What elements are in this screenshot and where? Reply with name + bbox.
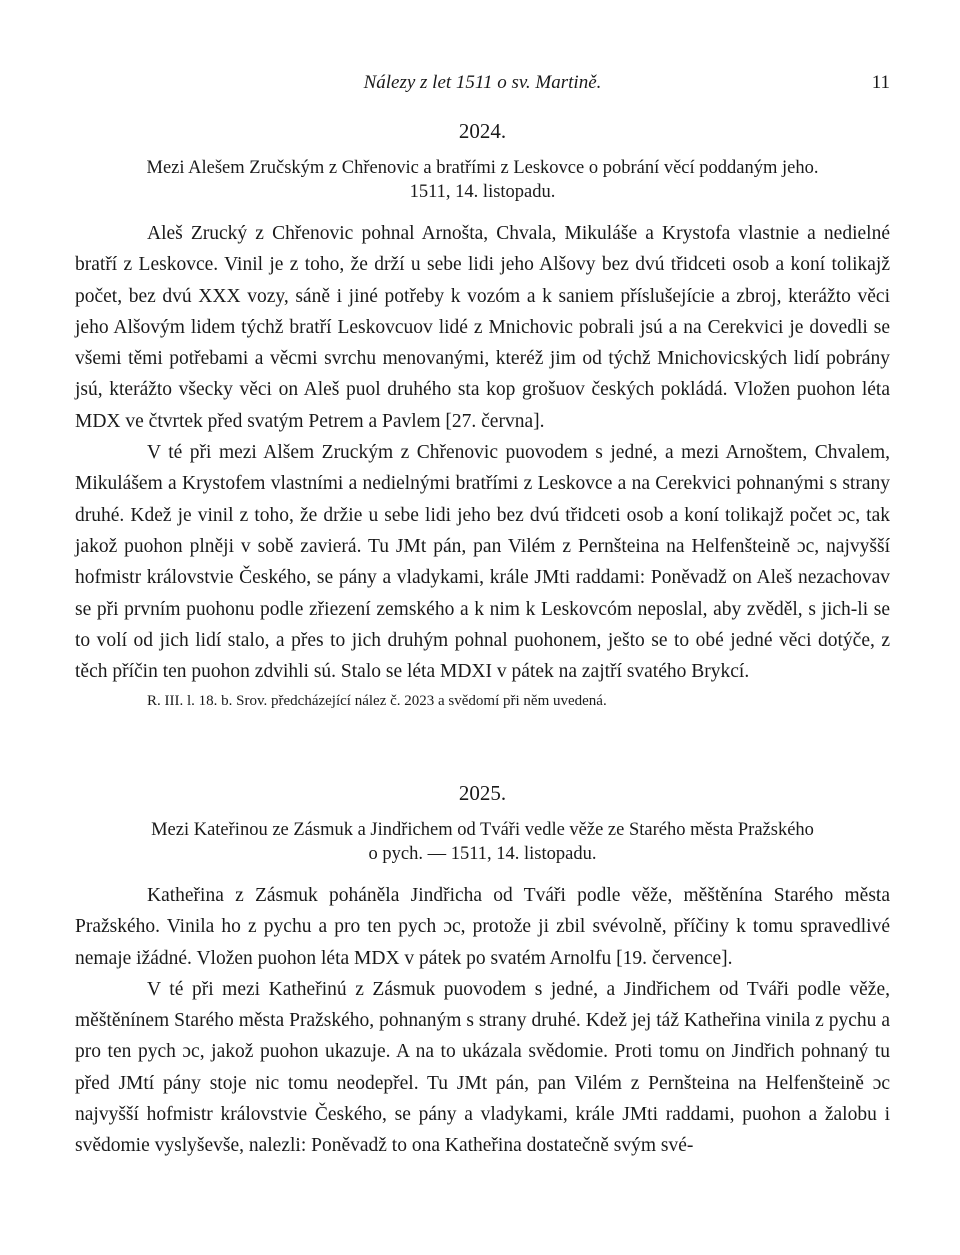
entry-heading	[75, 156, 890, 204]
entry-heading	[75, 818, 890, 866]
entry-body	[75, 880, 890, 1162]
entry-heading-date: o pych. — 1511, 14. listopadu.	[368, 844, 597, 864]
paragraph: Aleš Zrucký z Chřenovic pohnal Arnošta, Chvala, Mikuláše a Krystofa vlastnie a nedielné bratří z Leskovce. Vinil je z toho, že drží u sebe lidi jeho Alšovy bez dvú třidceti osob a koní tolikajž počet, bez dvú XXX vozy, sáně i jiné potřeby k vozóm a k saniem příslušejície a zbroj, kterážto věci jeho Alšovým lidem týchž bratří Leskovcuov lidé z Mnichovic pobrali jsú a na Cerekvici je dovedli se všemi těmi potřebami a věcmi svrchu menovanými, kteréž jim od týchž Mnichovicských lidí pobrány jsú, kterážto všecky věci on Aleš puol druhého sta kop grošuov českých pokládá. Vložen puohon léta MDX ve čtvrtek před svatým Petrem a Pavlem [27. června].	[75, 223, 890, 432]
entry-body	[75, 218, 890, 711]
paragraph: Katheřina z Zásmuk poháněla Jindřicha od Tváři podle věže, měštěnína Starého města Pražského. Vinila ho z pychu a pro ten pych ɔc, protože ji zbil svévolně, příčiny k tomu spravedlivé nemaje ižádné. Vložen puohon léta MDX v pátek po svatém Arnolfu [19. července].	[75, 885, 890, 969]
entry-number: 2024.	[458, 119, 507, 143]
paragraph: V té při mezi Alšem Zruckým z Chřenovic puovodem s jedné, a mezi Arnoštem, Chvalem, Mikulášem a Krystofem vlastními a nedielnými bratřími z Leskovce a na Cerekvici pohnanými s strany druhé. Kdež je vinil z toho, že držie u sebe lidi jeho bez dvú třidceti osob a koní tolikajž počet ɔc, tak jakož puohon plněji v sobě zavierá. Tu JMt pán, pan Vilém z Pernšteina na Helfenšteině ɔc, najvyšší hofmistr královstvie Českého, se pány a vladykami, krále JMti raddami: Poněvadž on Aleš nezachovav se při prvním puohonu podle zřiezení zemského a k nim k Leskovcóm neposlal, aby zvěděl, s jich-li se to volí od jich lidí stalo, a přes to jich druhým pohnal puohonem, ješto se to obé jedné věci dotýče, z těch příčin ten puohon zdvihli sú. Stalo se léta MDXI v pátek na zajtří svatého Brykcí.	[75, 442, 890, 683]
source-note: R. III. l. 18. b. Srov. předcházející nález č. 2023 a svědomí při něm uvedená.	[147, 693, 607, 710]
entry-heading-line: Mezi Alešem Zručským z Chřenovic a bratřími z Leskovce o pobrání věcí poddaným jeho.	[146, 158, 819, 178]
paragraph: V té při mezi Katheřinú z Zásmuk puovodem s jedné, a Jindřichem od Tváři podle věže, měštěnínem Starého města Pražského, pohnaným s strany druhé. Kdež jej táž Katheřina vinila z pychu a pro ten pych ɔc, jakož puohon ukazuje. A na to ukázala svědomie. Proti tomu on Jindřich pohnaný tu před JMtí pány stoje nic tomu neodepřel. Tu JMt pán, pan Vilém z Pernšteina na Helfenšteině ɔc najvyšší hofmistr královstvie Českého, se pány a vladykami, krále JMti raddami, puohon a žalobu i svědomie vyslyševše, nalezli: Poněvadž to ona Katheřina dostatečně svým své-	[75, 978, 890, 1157]
running-title: Nálezy z let 1511 o sv. Martině.	[363, 72, 602, 93]
running-head	[75, 72, 890, 96]
entry-number: 2025.	[458, 781, 507, 805]
entry-2024	[75, 118, 890, 711]
page-number: 11	[871, 72, 890, 93]
entry-heading-line: Mezi Kateřinou ze Zásmuk a Jindřichem od Tváři vedle věže ze Starého města Pražského	[151, 820, 814, 840]
entry-heading-date: 1511, 14. listopadu.	[409, 182, 556, 202]
entry-2025	[75, 780, 890, 1162]
